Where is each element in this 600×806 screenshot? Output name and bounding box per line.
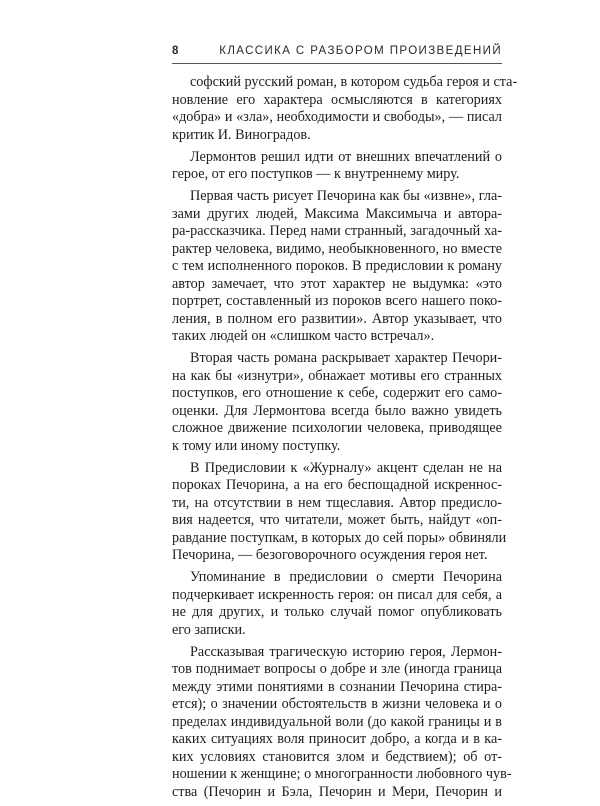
text-line: ется); о значении обстоятельств в жизни человека и о bbox=[172, 696, 502, 712]
text-line: с тем исполненного пороков. В предисловии к роману bbox=[172, 258, 502, 274]
page-number: 8 bbox=[172, 45, 179, 57]
text-line: пороках Печорина, а на его беспощадной искреннос- bbox=[172, 477, 502, 493]
paragraph bbox=[172, 350, 502, 455]
text-line: критик И. Виноградов. bbox=[172, 126, 311, 143]
text-line: тов поднимает вопросы о добре и зле (иногда граница bbox=[172, 661, 502, 677]
text-line: между этими понятиями в сознании Печорина стира- bbox=[172, 678, 502, 695]
text-line: новление его характера осмысляются в категориях bbox=[172, 91, 502, 108]
paragraph bbox=[172, 74, 518, 144]
text-line: пределах индивидуальной воли (до какой границы и в bbox=[172, 713, 502, 730]
running-title: КЛАССИКА С РАЗБОРОМ ПРОИЗВЕДЕНИЙ bbox=[219, 45, 502, 57]
text-line: ства (Печорин и Бэла, Печорин и Мери, Печорин и bbox=[172, 783, 502, 800]
running-header bbox=[172, 45, 502, 61]
text-line: ления, в полном его развитии». Автор указывает, что bbox=[172, 310, 502, 327]
text-line: В Предисловии к «Журналу» акцент сделан не на bbox=[190, 459, 502, 476]
text-line: подчеркивает искренность героя: он писал для себя, а bbox=[172, 586, 502, 603]
text-line: каких ситуациях воля приносит добро, а когда и в ка- bbox=[172, 731, 502, 747]
text-line: ких условиях становится злом и бедствием); об от- bbox=[172, 748, 502, 765]
text-line: поступков, его отношение к себе, содержит его само- bbox=[172, 385, 502, 401]
text-line: к тому или иному поступку. bbox=[172, 437, 341, 454]
text-line: зами других людей, Максима Максимыча и автора- bbox=[172, 205, 502, 222]
text-line: таких людей он «слишком часто встречал». bbox=[172, 328, 435, 344]
text-line: Печорина, — безоговорочного осуждения героя нет. bbox=[172, 547, 488, 563]
header-rule bbox=[172, 63, 502, 64]
text-line: на как бы «изнутри», обнажает мотивы его странных bbox=[172, 367, 502, 384]
text-line: Лермонтов решил идти от внешних впечатлений о bbox=[190, 148, 502, 165]
text-line: равдание поступкам, в которых до сей поры» обвиняли bbox=[172, 529, 507, 546]
text-line: Упоминание в предисловии о смерти Печорина bbox=[190, 569, 502, 585]
text-line: сложное движение психологии человека, приводящее bbox=[172, 420, 502, 436]
body-text bbox=[172, 74, 518, 806]
text-line: не для других, и только случай помог опубликовать bbox=[172, 604, 502, 620]
paragraph bbox=[172, 149, 502, 184]
text-line: Вторая часть романа раскрывает характер Печори- bbox=[190, 350, 502, 366]
text-line: портрет, составленный из пороков всего нашего поко- bbox=[172, 293, 502, 309]
paragraph bbox=[172, 459, 507, 565]
text-line: ти, на отсутствии в нем тщеславия. Автор предисло- bbox=[172, 494, 502, 511]
text-line: оценки. Для Лермонтова всегда было важно увидеть bbox=[172, 402, 502, 419]
text-line: герое, от его поступков — к внутреннему миру. bbox=[172, 166, 460, 182]
text-line: «добра» и «зла», необходимости и свободы», — писал bbox=[172, 109, 502, 125]
text-line: ра-рассказчика. Перед нами странный, загадочный ха- bbox=[172, 223, 502, 239]
text-line: вия надеется, что читатели, может быть, найдут «оп- bbox=[172, 512, 502, 528]
text-line: Первая часть рисует Печорина как бы «извне», гла- bbox=[190, 188, 502, 204]
text-line: софский русский роман, в котором судьба героя и ста- bbox=[190, 74, 518, 90]
paragraph bbox=[172, 643, 512, 802]
text-line: его записки. bbox=[172, 621, 246, 638]
text-line: ношении к женщине; о многогранности любовного чув- bbox=[172, 766, 512, 782]
paragraph bbox=[172, 569, 502, 639]
text-line: автор замечает, что этот характер не выдумка: «это bbox=[172, 275, 502, 292]
text-line: Рассказывая трагическую историю героя, Лермон- bbox=[190, 643, 502, 660]
paragraph bbox=[172, 188, 502, 346]
text-line: рактер человека, видимо, необыкновенного, но вместе bbox=[172, 240, 502, 257]
